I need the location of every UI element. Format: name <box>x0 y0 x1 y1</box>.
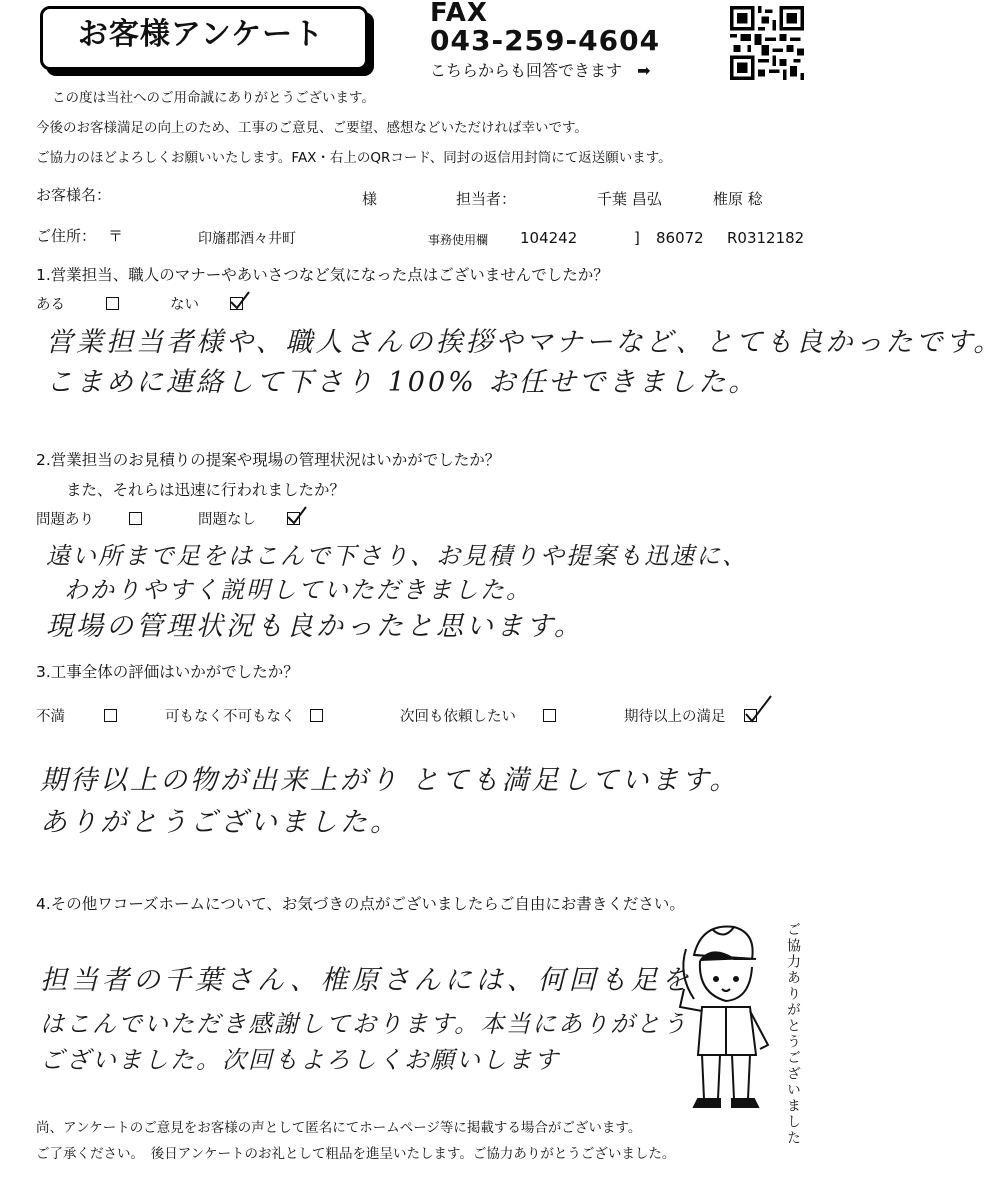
office-code-3: R0312182 <box>727 229 805 247</box>
worker-mascot-icon <box>672 915 780 1115</box>
q1-option-yes-label: ある <box>36 297 65 313</box>
q3-option-3-label: 次回も依頼したい <box>400 709 516 725</box>
fax-number: 043-259-4604 <box>430 24 661 57</box>
staff-name-1: 千葉 昌弘 <box>597 190 662 208</box>
check-mark-icon <box>229 290 251 312</box>
q2-option-issue-label: 問題あり <box>36 512 94 528</box>
q2-option-issue <box>36 508 142 529</box>
office-code-2: 86072 <box>656 229 704 247</box>
intro-line-2: 今後のお客様満足の向上のため、工事のご意見、ご要望、感想などいただければ幸いです。 <box>36 120 588 136</box>
checkbox-icon[interactable] <box>543 709 556 722</box>
q1-option-no <box>170 293 243 314</box>
q1-option-no-label: ない <box>170 297 199 313</box>
q3-answer-line-2: ありがとうございました。 <box>40 807 400 838</box>
checkbox-icon[interactable] <box>230 297 243 310</box>
qr-code-icon <box>730 6 804 80</box>
q3-option-3 <box>400 705 556 726</box>
q3-option-1 <box>36 705 117 726</box>
sama-label: 様 <box>362 190 378 208</box>
q1-question: 1.営業担当、職人のマナーやあいさつなど気になった点はございませんでしたか？ <box>36 266 609 284</box>
qr-note-text: こちらからも回答できます <box>430 61 623 80</box>
q4-answer-line-2: はこんでいただき感謝しております。本当にありがとう <box>40 1010 689 1038</box>
q2-option-no-issue <box>198 508 300 529</box>
check-mark-icon <box>286 505 308 527</box>
q3-option-4 <box>624 705 757 726</box>
checkbox-icon[interactable] <box>287 512 300 525</box>
office-code-1: 104242 <box>520 229 578 247</box>
intro-line-1: この度は当社へのご用命誠にありがとうございます。 <box>52 90 375 106</box>
staff-label: 担当者： <box>456 190 517 208</box>
q3-option-4-label: 期待以上の満足 <box>624 709 726 725</box>
q3-option-1-label: 不満 <box>36 709 65 725</box>
q1-answer-line-2: こまめに連絡して下さり 100% お任せできました。 <box>46 367 759 398</box>
address-value: 印旛郡酒々井町 <box>198 231 296 247</box>
checkbox-icon[interactable] <box>129 512 142 525</box>
q3-answer-line-1: 期待以上の物が出来上がり とても満足しています。 <box>40 765 740 796</box>
checkbox-icon[interactable] <box>310 709 323 722</box>
checkbox-icon[interactable] <box>744 709 757 722</box>
q2-answer-line-1: 遠い所まで足をはこんで下さり、お見積りや提案も迅速に、 <box>46 542 748 570</box>
q4-answer-line-3: ございました。次回もよろしくお願いします <box>40 1046 560 1074</box>
footer-line-2: ご了承ください。 後日アンケートのお礼として粗品を進呈いたします。ご協力ありがとうございました。 <box>36 1146 676 1162</box>
postal-mark: 〒 <box>108 227 124 245</box>
office-use-label: 事務使用欄 <box>428 233 489 247</box>
q3-option-2-label: 可もなく不可もなく <box>165 709 296 725</box>
q4-answer-line-1: 担当者の千葉さん、椎原さんには、何回も足を <box>40 965 693 996</box>
q2-answer-line-3: 現場の管理状況も良かったと思います。 <box>46 611 584 642</box>
q1-option-yes <box>36 293 119 314</box>
q1-answer-line-1: 営業担当者様や、職人さんの挨拶やマナーなど、とても良かったです。 <box>46 327 1003 358</box>
qr-note <box>430 58 651 81</box>
checkbox-icon[interactable] <box>106 297 119 310</box>
q2-question-2: また、それらは迅速に行われましたか？ <box>66 481 346 499</box>
customer-name-label: お客様名： <box>36 186 112 204</box>
q2-option-no-issue-label: 問題なし <box>198 512 256 528</box>
q2-answer-line-2: わかりやすく説明していただきました。 <box>64 576 532 604</box>
office-bracket: ] <box>634 229 640 247</box>
footer-line-1: 尚、アンケートのご意見をお客様の声として匿名にてホームページ等に掲載する場合がございます。 <box>36 1120 642 1136</box>
checkbox-icon[interactable] <box>104 709 117 722</box>
q3-option-2 <box>165 705 323 726</box>
check-mark-icon <box>743 694 773 724</box>
address-label: ご住所： <box>36 227 97 245</box>
q2-question-1: 2.営業担当のお見積りの提案や現場の管理状況はいかがでしたか？ <box>36 451 501 469</box>
arrow-right-icon: ➡ <box>637 61 651 80</box>
thanks-vertical-text: ご協力ありがとうございました <box>785 922 801 1146</box>
page-title: お客様アンケート <box>77 17 325 52</box>
staff-name-2: 椎原 稔 <box>713 190 763 208</box>
q4-question: 4.その他ワコーズホームについて、お気づきの点がございましたらご自由にお書きください。 <box>36 895 685 913</box>
fax-label: FAX <box>430 0 488 28</box>
intro-line-3: ご協力のほどよろしくお願いいたします。FAX・右上のQRコード、同封の返信用封筒にて返送願います。 <box>36 150 672 166</box>
q3-question: 3.工事全体の評価はいかがでしたか？ <box>36 663 299 681</box>
